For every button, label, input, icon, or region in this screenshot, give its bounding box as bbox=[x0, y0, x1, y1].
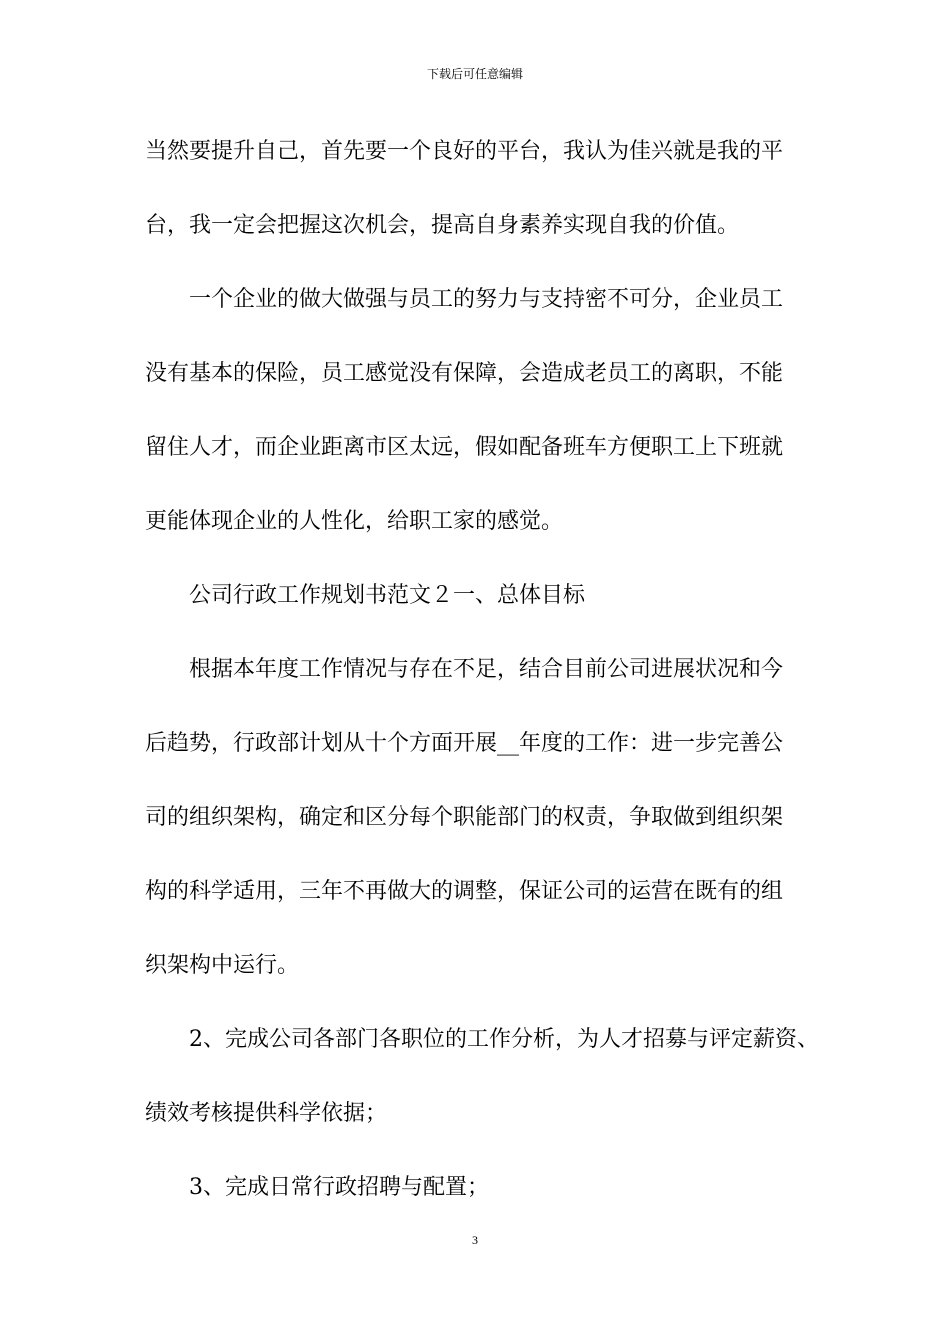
page-number: 3 bbox=[472, 1233, 478, 1247]
body-line: 后趋势，行政部计划从十个方面开展__年度的工作：进一步完善公 bbox=[145, 731, 784, 756]
body-line: 织架构中运行。 bbox=[145, 953, 300, 978]
body-line: 没有基本的保险，员工感觉没有保障，会造成老员工的离职，不能 bbox=[145, 361, 784, 386]
section-heading: 公司行政工作规划书范文２一、总体目标 bbox=[145, 583, 586, 608]
body-line: 留住人才，而企业距离市区太远，假如配备班车方便职工上下班就 bbox=[145, 435, 784, 460]
body-line: 根据本年度工作情况与存在不足，结合目前公司进展状况和今 bbox=[145, 657, 784, 682]
body-line: 当然要提升自己，首先要一个良好的平台，我认为佳兴就是我的平 bbox=[145, 139, 784, 164]
body-line: 台，我一定会把握这次机会，提高自身素养实现自我的价值。 bbox=[145, 213, 740, 238]
page-header: 下载后可任意编辑 bbox=[426, 67, 523, 81]
body-line: 更能体现企业的人性化，给职工家的感觉。 bbox=[145, 509, 564, 534]
list-item-line: 3、完成日常行政招聘与配置； bbox=[145, 1175, 489, 1200]
list-item-line: 绩效考核提供科学依据； bbox=[145, 1101, 388, 1126]
body-line: 构的科学适用，三年不再做大的调整，保证公司的运营在既有的组 bbox=[145, 879, 784, 904]
body-line: 一个企业的做大做强与员工的努力与支持密不可分，企业员工 bbox=[145, 287, 784, 312]
list-item-line: 2、完成公司各部门各职位的工作分析，为人才招募与评定薪资、 bbox=[145, 1027, 819, 1052]
body-line: 司的组织架构，确定和区分每个职能部门的权责，争取做到组织架 bbox=[145, 805, 784, 830]
